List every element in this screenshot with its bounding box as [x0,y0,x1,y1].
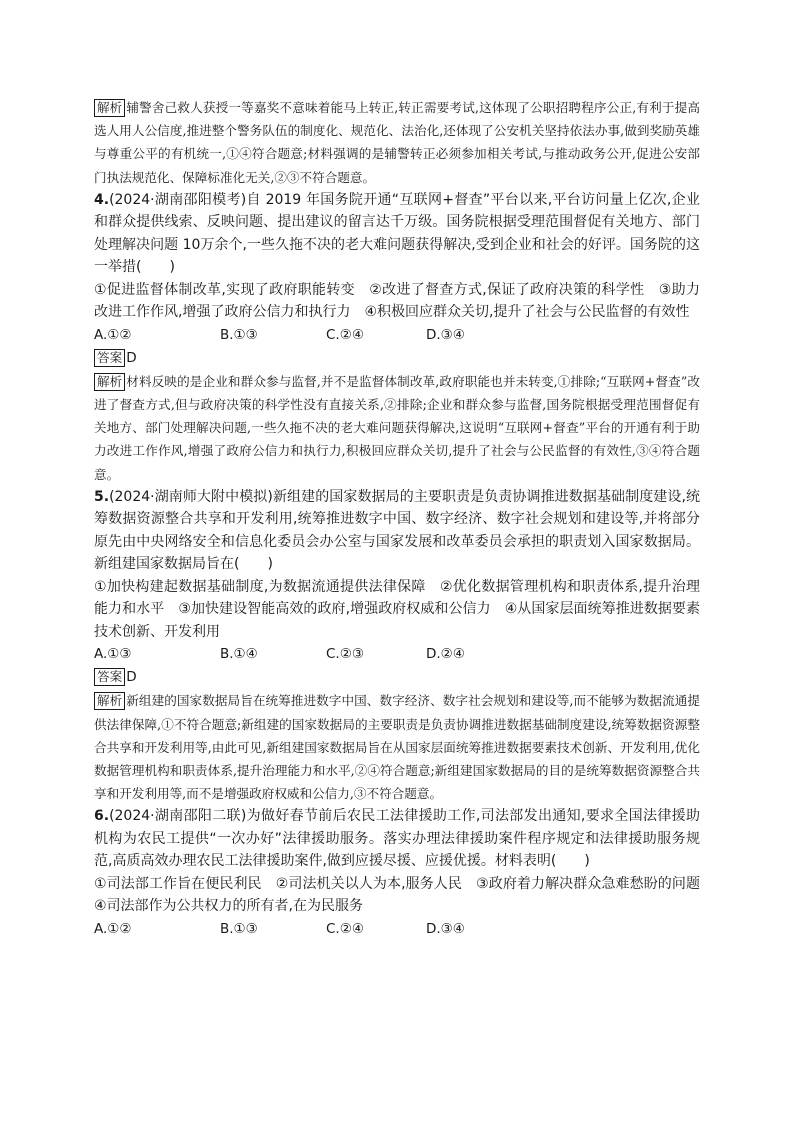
question-text: 自 2019 年国务院开通“互联网+督查”平台以来,平台访问量上亿次,企业和群众提供线索、反映问题、提出建议的留言达千万级。国务院根据受理范围督促有关地方、部门处理解决问题 10万余个,一些久拖不决的老大难问题获得解决,受到企业和社会的好评。国务院的这一举措( ) [94,191,700,276]
answer-value: D [126,669,137,686]
question-4-analysis [94,370,700,486]
question-number: 6. [94,808,110,825]
question-source: (2024·湖南邵阳模考) [109,191,247,208]
analysis-badge: 解析 [94,373,125,391]
choice-c[interactable]: C.②④ [326,920,364,937]
choice-b[interactable]: B.①④ [220,646,258,663]
analysis-text: 辅警舍己救人获授一等嘉奖不意味着能马上转正,转正需要考试,这体现了公职招聘程序公正,有利于提高选人用人公信度,推进整个警务队伍的制度化、规范化、法治化,还体现了公安机关坚持依法办事,做到奖励英雄与尊重公平的有机统一,①④符合题意;材料强调的是辅警转正必须参加相关考试,与推动政务公开,促进公安部门执法规范化、保障标准化无关,②③不符合题意。 [94,100,700,185]
question-6-choices [94,918,700,940]
question-6-options: ①司法部工作旨在便民利民 ②司法机关以人为本,服务人民 ③政府着力解决群众急难愁盼的问题 ④司法部作为公共权力的所有者,在为民服务 [94,875,714,915]
analysis-badge: 解析 [94,99,125,117]
choice-b[interactable]: B.①③ [220,920,258,937]
question-4-options: ①促进监督体制改革,实现了政府职能转变 ②改进了督查方式,保证了政府决策的科学性 ③助力改进工作作风,增强了政府公信力和执行力 ④积极回应群众关切,提升了社会与公民监督的有效性 [94,281,700,321]
question-5-analysis [94,689,700,805]
question-6-stem [94,805,700,873]
answer-badge: 答案 [94,349,125,367]
question-number: 5. [94,488,110,505]
choice-b[interactable]: B.①③ [220,326,258,343]
question-number: 4. [94,191,110,208]
question-5-stem [94,486,700,576]
question-4-stem [94,189,700,279]
choice-a[interactable]: A.①② [94,920,132,937]
analysis-text: 新组建的国家数据局旨在统筹推进数字中国、数字经济、数字社会规划和建设等,而不能够为数据流通提供法律保障,①不符合题意;新组建的国家数据局的主要职责是负责协调推进数据基础制度建设,统筹数据资源整合共享和开发利用等,由此可见,新组建国家数据局旨在从国家层面统筹推进数据要素技术创新、开发利用,优化数据管理机构和职责体系,提升治理能力和水平,②④符合题意;新组建国家数据局的目的是统筹数据资源整合共享和开发利用等,而不是增强政府权威和公信力,③不符合题意。 [94,693,700,802]
question-text: 为做好春节前后农民工法律援助工作,司法部发出通知,要求全国法律援助机构为农民工提供“一次办好”法律援助服务。落实办理法律援助案件程序规定和法律援助服务规范,高质高效办理农民工法律援助案件,做到应援尽援、应援优援。材料表明( ) [94,808,700,870]
question-5-answer [94,666,700,689]
choice-c[interactable]: C.②④ [326,326,364,343]
question-4-answer [94,347,700,370]
answer-value: D [126,349,137,366]
question-4-choices [94,324,700,346]
question-5-options: ①加快构建起数据基础制度,为数据流通提供法律保障 ②优化数据管理机构和职责体系,提升治理能力和水平 ③加快建设智能高效的政府,增强政府权威和公信力 ④从国家层面统筹推进数据要素技术创新、开发利用 [94,578,700,640]
analysis-text: 材料反映的是企业和群众参与监督,并不是监督体制改革,政府职能也并未转变,①排除;“互联网+督查”改进了督查方式,但与政府决策的科学性没有直接关系,②排除;企业和群众参与监督,国务院根据受理范围督促有关地方、部门处理解决问题,一些久拖不决的老大难问题获得解决,这说明“互联网+督查”平台的开通有利于助力改进工作作风,增强了政府公信力和执行力,积极回应群众关切,提升了社会与公民监督的有效性,③④符合题意。 [94,373,700,482]
choice-d[interactable]: D.③④ [426,326,465,343]
choice-c[interactable]: C.②③ [326,646,364,663]
analysis-badge: 解析 [94,692,125,710]
question-source: (2024·湖南师大附中模拟) [109,488,273,505]
question-text: 新组建的国家数据局的主要职责是负责协调推进数据基础制度建设,统筹数据资源整合共享和开发利用,统筹推进数字中国、数字经济、数字社会规划和建设等,并将部分原先由中央网络安全和信息化委员会办公室与国家发展和改革委员会承担的职责划入国家数据局。新组建国家数据局旨在( ) [94,488,700,573]
document-page [94,96,714,940]
question-5-choices [94,643,700,665]
question-source: (2024·湖南邵阳二联) [109,808,247,825]
answer-badge: 答案 [94,668,125,686]
choice-d[interactable]: D.③④ [426,920,465,937]
analysis-block-1 [94,96,700,189]
choice-a[interactable]: A.①③ [94,646,132,663]
choice-d[interactable]: D.②④ [426,646,465,663]
choice-a[interactable]: A.①② [94,326,132,343]
